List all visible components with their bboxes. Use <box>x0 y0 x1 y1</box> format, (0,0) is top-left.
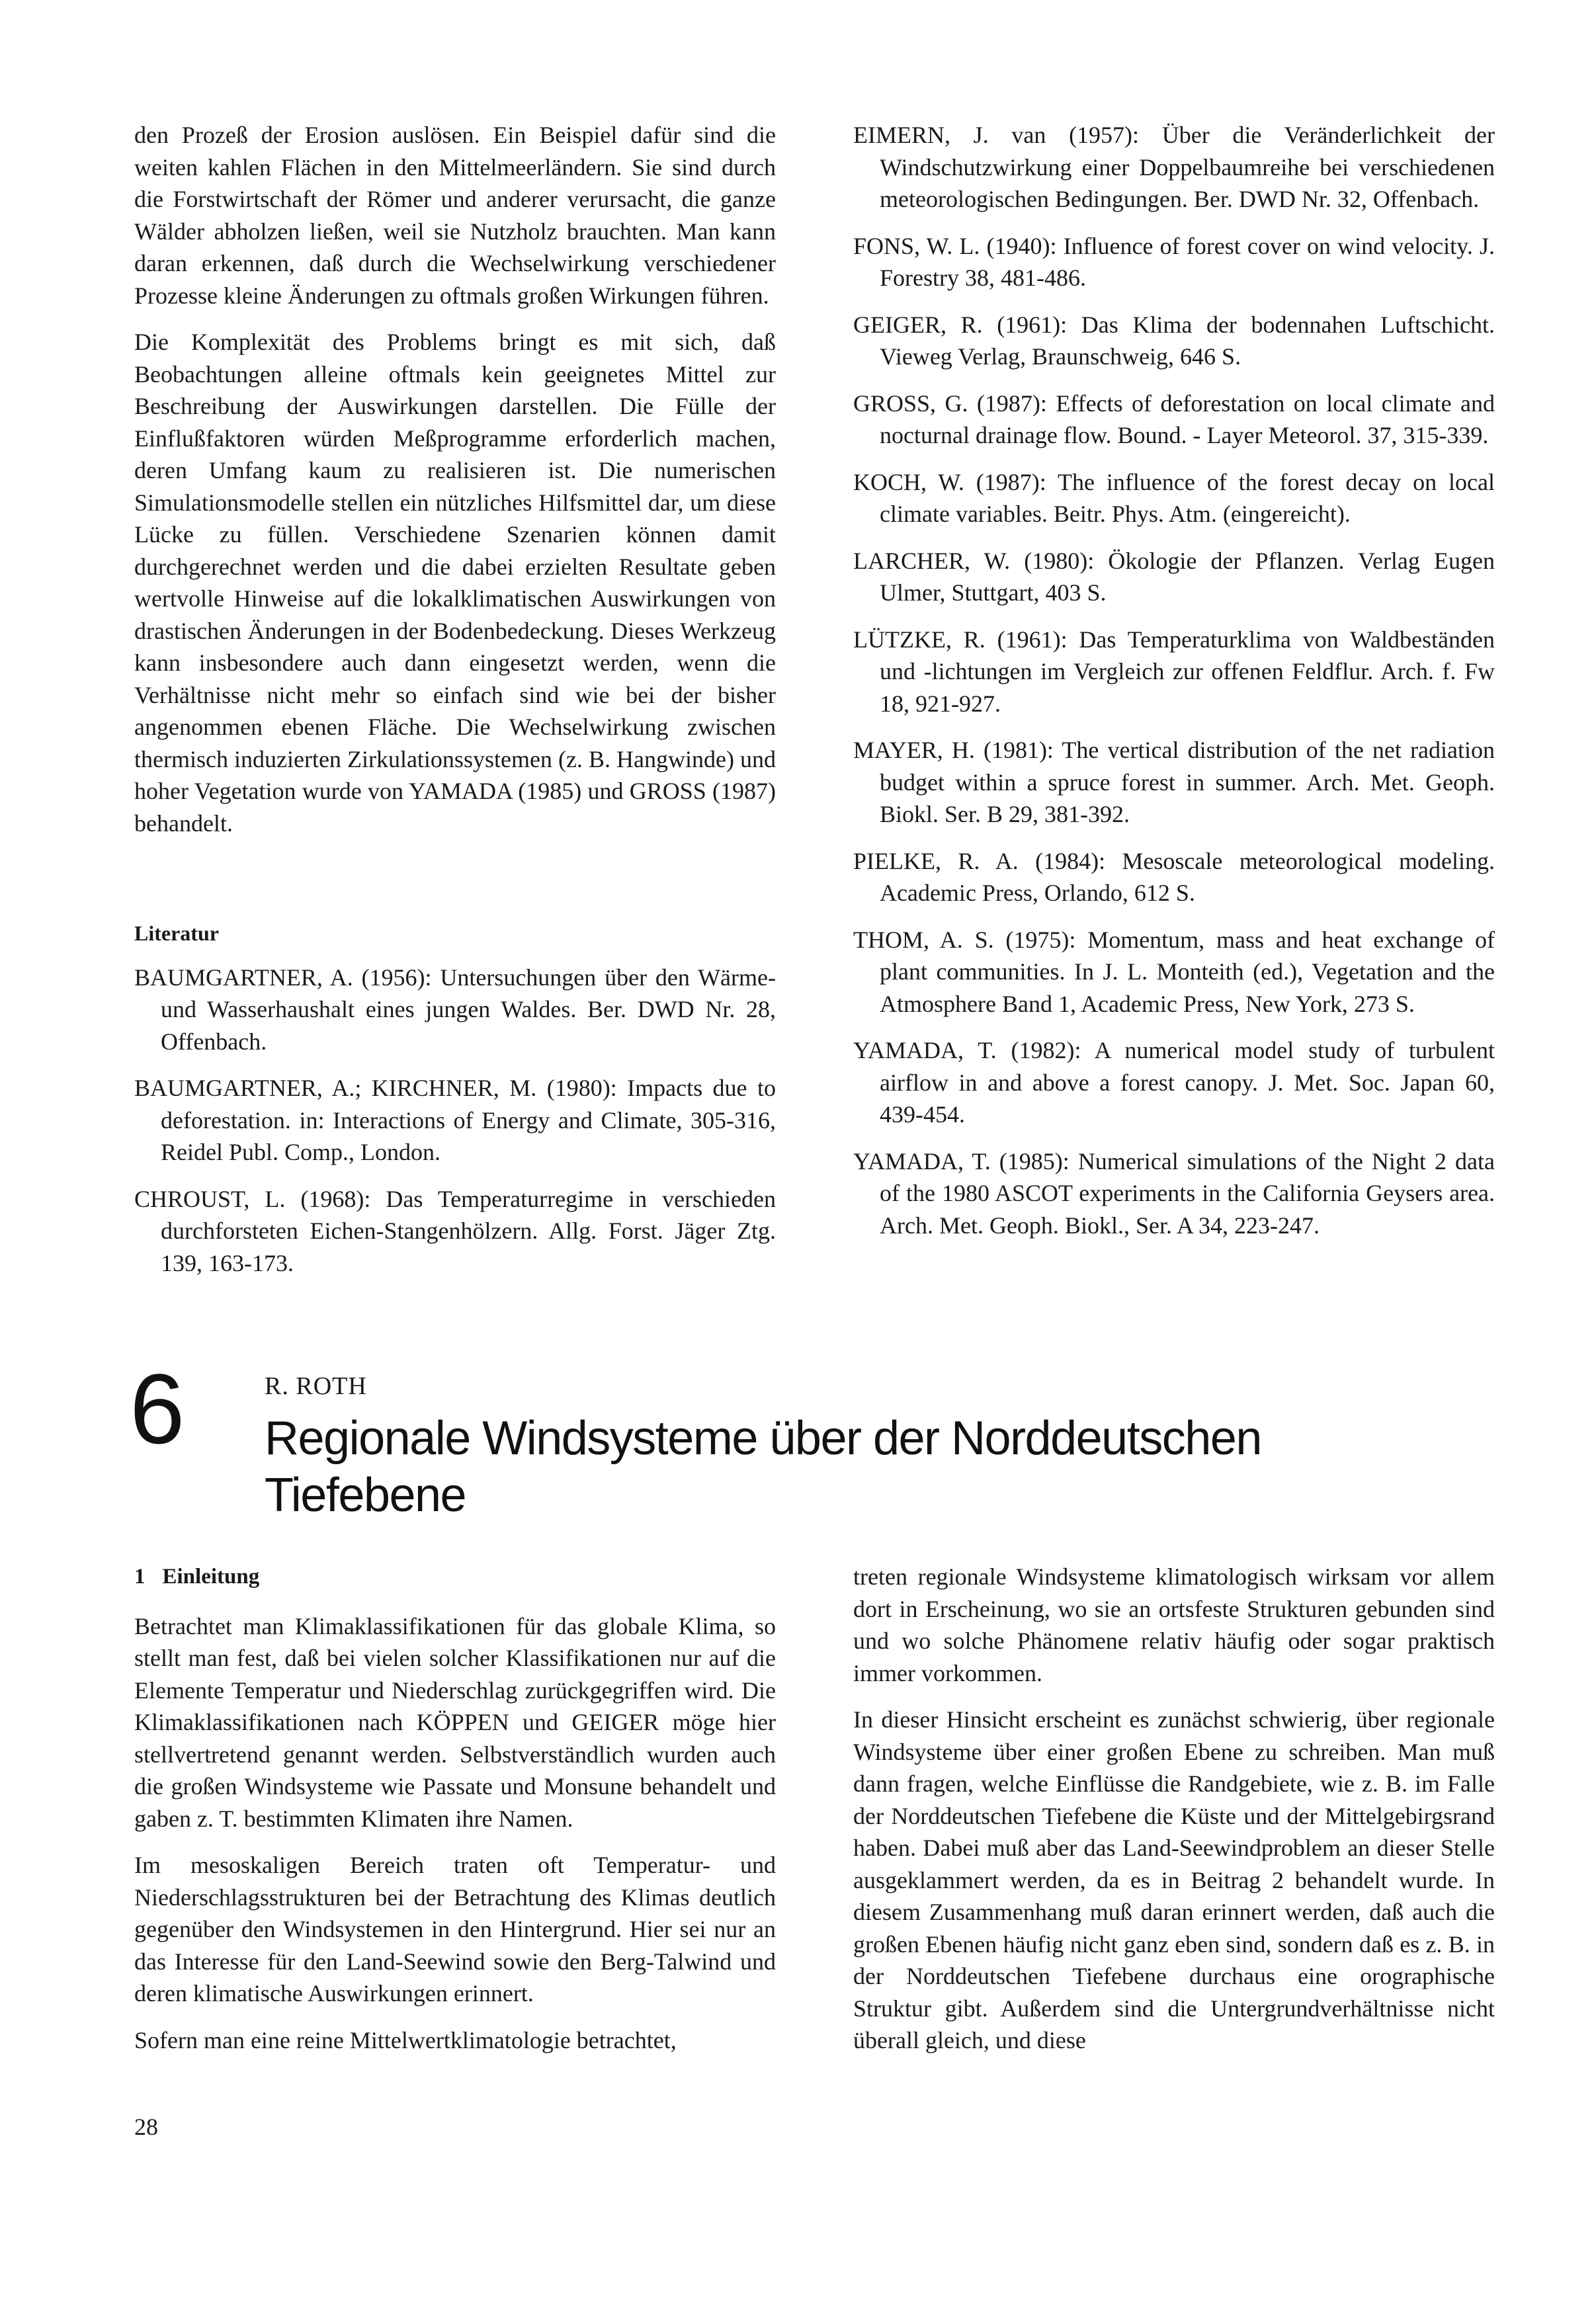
paragraph: Sofern man eine reine Mittelwertklimatologie betrachtet, <box>134 2026 677 2053</box>
reference-item: PIELKE, R. A. (1984): Mesoscale meteorological modeling. Academic Press, Orlando, 612 S. <box>853 847 1495 906</box>
paragraph: Im mesoskaligen Bereich traten oft Temperatur- und Niederschlagsstrukturen bei der Betrachtung des Klimas deutlich gegenüber den Windsystemen in den Hintergrund. Hier sei nur an das Interesse für den Land-Seewind sowie den Berg-Talwind und deren klimatische Auswirkungen erinnert. <box>134 1852 776 2007</box>
reference-item: BAUMGARTNER, A.; KIRCHNER, M. (1980): Impacts due to deforestation. in: Interactions of Energy and Climate, 305-316, Reidel Publ. Comp., London. <box>134 1075 776 1165</box>
reference-item: GROSS, G. (1987): Effects of deforestation on local climate and nocturnal drainage flow. Bound. - Layer Meteorol. 37, 315-339. <box>853 390 1495 448</box>
paragraph: treten regionale Windsysteme klimatologisch wirksam vor allem dort in Erscheinung, wo sie an ortsfeste Strukturen gebunden sind und wo solche Phänomene relativ häufig oder sogar praktisch immer vorkommen. <box>853 1563 1495 1686</box>
bottom-left-column <box>134 1561 776 2071</box>
reference-item: BAUMGARTNER, A. (1956): Untersuchungen über den Wärme- und Wasserhaushalt eines jungen Waldes. Ber. DWD Nr. 28, Offenbach. <box>134 964 776 1055</box>
paragraph: den Prozeß der Erosion auslösen. Ein Beispiel dafür sind die weiten kahlen Flächen in den Mittelmeerländern. Sie sind durch die Forstwirtschaft der Römer und anderer verursacht, die ganze Wälder abholzen ließen, weil sie Nutzholz brauchten. Man kann daran erkennen, daß durch die Wechselwirkung verschiedener Prozesse kleine Änderungen zu oftmals großen Wirkungen führen. <box>134 122 776 309</box>
bottom-right-column <box>853 1561 1495 2071</box>
section-heading <box>134 1561 776 1593</box>
chapter-author: R. ROTH <box>265 1372 367 1400</box>
reference-item: MAYER, H. (1981): The vertical distribution of the net radiation budget within a spruce forest in summer. Arch. Met. Geoph. Biokl. Ser. B 29, 381-392. <box>853 737 1495 827</box>
reference-item: LARCHER, W. (1980): Ökologie der Pflanzen. Verlag Eugen Ulmer, Stuttgart, 403 S. <box>853 547 1495 606</box>
reference-item: FONS, W. L. (1940): Influence of forest cover on wind velocity. J. Forestry 38, 481-486. <box>853 232 1495 291</box>
section-title: Einleitung <box>162 1565 260 1589</box>
literature-heading: Literatur <box>134 921 219 945</box>
paragraph: In dieser Hinsicht erscheint es zunächst schwierig, über regionale Windsysteme über einer großen Ebene zu schreiben. Man muß dann fragen, welche Einflüsse die Randgebiete, wie z. B. im Falle der Norddeutschen Tiefebene die Küste und der Mittelgebirgsrand haben. Dabei muß aber das Land-Seewindproblem an dieser Stelle ausgeklammert werden, da es in Beitrag 2 behandelt wurde. In diesem Zusammenhang muß daran erinnert werden, daß auch die großen Ebenen häufig nicht ganz eben sind, sondern daß es z. B. in der Norddeutschen Tiefebene durchaus eine orographische Struktur gibt. Außerdem sind die Untergrundverhältnisse nicht überall gleich, und diese <box>853 1706 1495 2053</box>
reference-item: GEIGER, R. (1961): Das Klima der bodennahen Luftschicht. Vieweg Verlag, Braunschweig, 646 S. <box>853 311 1495 370</box>
paragraph: Betrachtet man Klimaklassifikationen für das globale Klima, so stellt man fest, daß bei vielen solcher Klassifikationen nur auf die Elemente Temperatur und Niederschlag zurückgegriffen wird. Die Klimaklassifikationen nach KÖPPEN und GEIGER möge hier stellvertretend genannt werden. Selbstverständlich wurden auch die großen Windsysteme wie Passate und Monsune behandelt und gaben z. T. bestimmten Klimaten ihre Namen. <box>134 1612 776 1832</box>
page-number: 28 <box>134 2114 158 2140</box>
reference-item: LÜTZKE, R. (1961): Das Temperaturklima von Waldbeständen und -lichtungen im Vergleich zur offenen Feldflur. Arch. f. Fw 18, 921-927. <box>853 626 1495 717</box>
reference-item: CHROUST, L. (1968): Das Temperaturregime in verschieden durchforsteten Eichen-Stangenhölzern. Allg. Forst. Jäger Ztg. 139, 163-173. <box>134 1185 776 1276</box>
paragraph: Die Komplexität des Problems bringt es mit sich, daß Beobachtungen alleine oftmals kein geeignetes Mittel zur Beschreibung der Auswirkungen darstellen. Die Fülle der Einflußfaktoren würden Meßprogramme erforderlich machen, deren Umfang kaum zu realisieren ist. Die numerischen Simulationsmodelle stellen ein nützliches Hilfsmittel dar, um diese Lücke zu füllen. Verschiedene Szenarien können damit durchgerechnet werden und die dabei erzielten Resultate geben wertvolle Hinweise auf die lokalklimatischen Auswirkungen von drastischen Änderungen in der Bodenbedeckung. Dieses Werkzeug kann insbesondere auch dann eingesetzt werden, wenn die Verhältnisse nicht mehr so einfach sind wie bei der bisher angenommen ebenen Fläche. Die Wechselwirkung zwischen thermisch induzierten Zirkulationssystemen (z. B. Hangwinde) und hoher Vegetation wurde von YAMADA (1985) und GROSS (1987) behandelt. <box>134 329 776 837</box>
top-right-column <box>853 119 1495 1256</box>
reference-item: YAMADA, T. (1982): A numerical model study of turbulent airflow in and above a forest canopy. J. Met. Soc. Japan 60, 439-454. <box>853 1037 1495 1128</box>
reference-item: THOM, A. S. (1975): Momentum, mass and heat exchange of plant communities. In J. L. Monteith (ed.), Vegetation and the Atmosphere Band 1, Academic Press, New York, 273 S. <box>853 926 1495 1017</box>
reference-item: YAMADA, T. (1985): Numerical simulations of the Night 2 data of the 1980 ASCOT experiments in the California Geysers area. Arch. Met. Geoph. Biokl., Ser. A 34, 223-247. <box>853 1147 1495 1239</box>
reference-item: EIMERN, J. van (1957): Über die Veränderlichkeit der Windschutzwirkung einer Doppelbaumreihe bei verschiedenen meteorologischen Bedingungen. Ber. DWD Nr. 32, Offenbach. <box>853 122 1495 212</box>
section-number: 1 <box>134 1565 146 1589</box>
top-left-column <box>134 119 776 1294</box>
chapter-title: Regionale Windsysteme über der Norddeutschen Tiefebene <box>265 1412 1261 1522</box>
reference-item: KOCH, W. (1987): The influence of the forest decay on local climate variables. Beitr. Phys. Atm. (eingereicht). <box>853 468 1495 527</box>
chapter-number: 6 <box>130 1353 185 1464</box>
